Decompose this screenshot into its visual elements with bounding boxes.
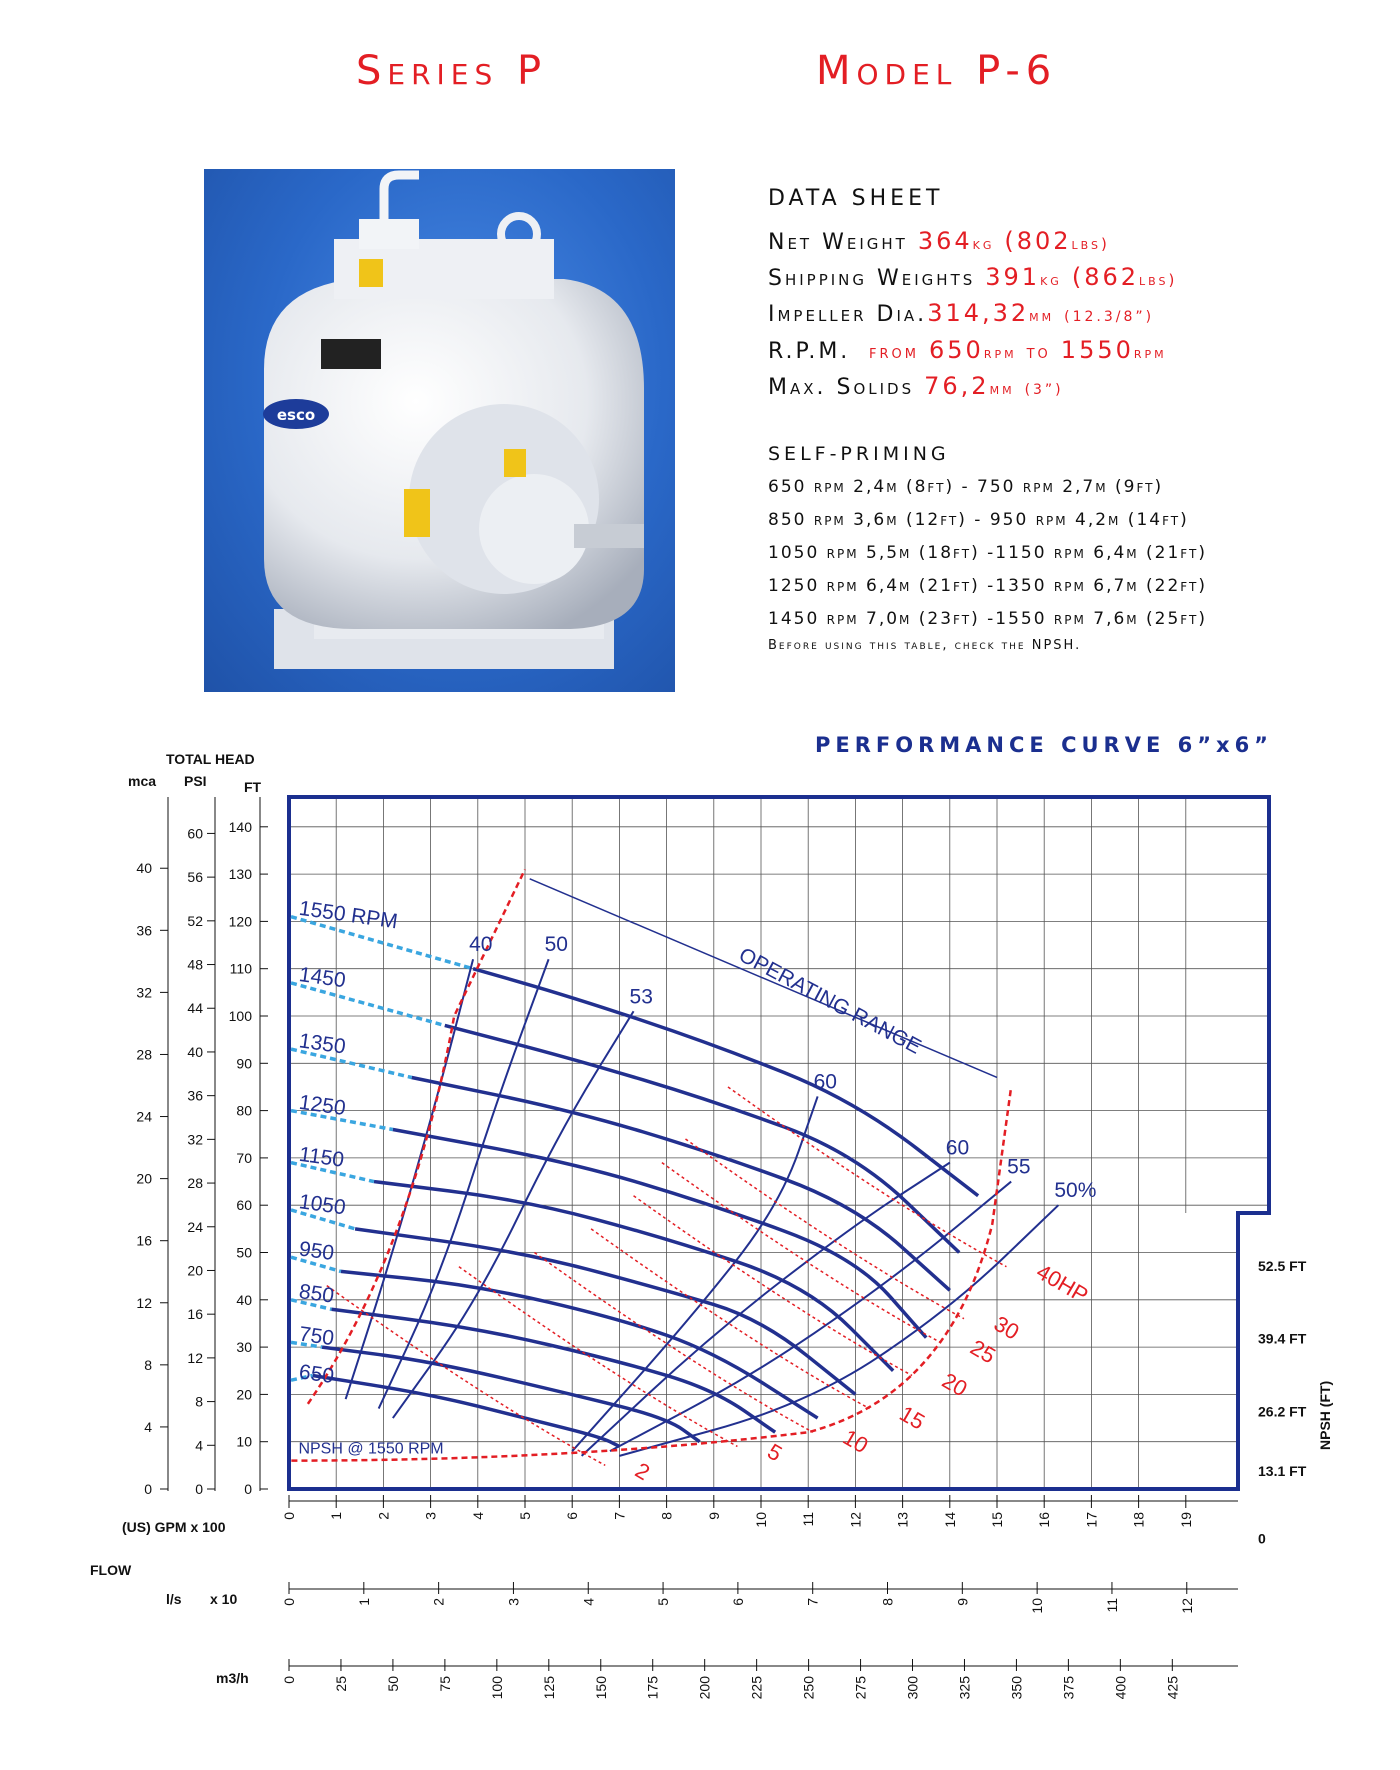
ft-tick-label: 140 xyxy=(228,818,252,835)
ls-tick-label: 9 xyxy=(954,1598,971,1606)
hp-label: 30 xyxy=(989,1310,1024,1345)
hp-line xyxy=(685,1139,963,1319)
ls-tick-label: 0 xyxy=(281,1598,297,1606)
rpm-label: R.P.M. xyxy=(768,339,851,364)
hp-label: 20 xyxy=(937,1367,972,1402)
m3h-axis-title: m3/h xyxy=(216,1670,249,1686)
ls-axis-title: l/s xyxy=(166,1591,182,1607)
efficiency-label: 53 xyxy=(629,985,653,1009)
mca-tick-label: 40 xyxy=(136,860,152,877)
ft-tick-label: 40 xyxy=(236,1291,252,1308)
flow-axis-title: FLOW xyxy=(90,1562,132,1578)
m3h-tick-label: 200 xyxy=(696,1676,713,1700)
gpm-tick-label: 18 xyxy=(1130,1512,1147,1528)
mca-tick-label: 24 xyxy=(136,1108,152,1125)
ft-tick-label: 100 xyxy=(228,1008,252,1024)
gpm-tick-label: 13 xyxy=(894,1512,911,1528)
psi-axis-title: PSI xyxy=(184,773,207,789)
efficiency-label: 60 xyxy=(813,1070,837,1094)
series-title: Series P xyxy=(356,48,548,94)
m3h-tick-label: 150 xyxy=(592,1676,609,1700)
ls-tick-label: 8 xyxy=(879,1598,896,1606)
rpm-to: to xyxy=(1026,342,1051,363)
ls-tick-label: 5 xyxy=(655,1598,672,1606)
hp-label: 15 xyxy=(895,1400,930,1435)
rpm-low-unit: rpm xyxy=(983,344,1017,362)
self-priming-note: Before using this table, check the NPSH. xyxy=(768,638,1082,653)
ls-multiplier: x 10 xyxy=(210,1591,238,1607)
gpm-tick-label: 9 xyxy=(705,1512,722,1520)
ft-tick-label: 30 xyxy=(236,1339,252,1356)
rpm-label: 1350 xyxy=(297,1029,348,1059)
solids-inch: (3”) xyxy=(1024,382,1064,398)
ls-tick-label: 10 xyxy=(1029,1598,1046,1614)
gpm-tick-label: 8 xyxy=(658,1512,675,1520)
shipping-weight-kg: 391 xyxy=(985,263,1041,291)
chart-series xyxy=(291,869,1058,1465)
gpm-tick-label: 19 xyxy=(1177,1512,1194,1528)
self-priming-row: 650 rpm 2,4m (8ft) - 750 rpm 2,7m (9ft) xyxy=(768,477,1164,497)
net-weight-lbs-unit: lbs) xyxy=(1071,235,1110,253)
esco-logo: esco xyxy=(276,406,316,424)
npsh-tick-label: 26.2 FT xyxy=(1258,1403,1307,1420)
hp-label: 40HP xyxy=(1032,1258,1093,1309)
m3h-tick-label: 100 xyxy=(488,1676,505,1700)
shipping-weight-label: Shipping Weights xyxy=(768,266,976,291)
data-sheet xyxy=(768,186,1368,653)
net-weight-kg-unit: kg xyxy=(972,235,995,253)
rpm-label: 1050 xyxy=(297,1190,348,1220)
impeller-inch: (12.3/8”) xyxy=(1064,309,1155,325)
ls-tick-label: 4 xyxy=(580,1598,597,1606)
rpm-curve-extension xyxy=(291,983,445,1026)
chart-grid xyxy=(289,797,1269,1489)
psi-tick-label: 60 xyxy=(187,825,203,842)
npsh-tick-label: 52.5 FT xyxy=(1258,1258,1307,1274)
psi-tick-label: 8 xyxy=(195,1393,203,1410)
rpm-low: 650 xyxy=(929,336,984,364)
gpm-tick-label: 11 xyxy=(800,1512,817,1527)
ft-axis-title: FT xyxy=(244,779,262,795)
gpm-tick-label: 15 xyxy=(989,1512,1005,1528)
ft-tick-label: 90 xyxy=(236,1055,252,1072)
self-priming-row: 850 rpm 3,6m (12ft) - 950 rpm 4,2m (14ft) xyxy=(768,510,1189,530)
rpm-label: 1250 xyxy=(297,1090,348,1121)
operating-range-label: OPERATING RANGE xyxy=(735,943,925,1059)
ft-tick-label: 80 xyxy=(236,1102,252,1119)
m3h-tick-label: 0 xyxy=(281,1676,297,1684)
mca-tick-label: 0 xyxy=(144,1481,152,1497)
m3h-tick-label: 375 xyxy=(1060,1676,1077,1700)
net-weight-kg: 364 xyxy=(917,227,973,255)
m3h-tick-label: 50 xyxy=(384,1676,401,1692)
efficiency-label: 55 xyxy=(1007,1155,1031,1179)
total-head-title: TOTAL HEAD xyxy=(166,751,255,767)
mca-tick-label: 4 xyxy=(144,1418,152,1435)
psi-tick-label: 40 xyxy=(187,1043,203,1060)
ls-tick-label: 2 xyxy=(430,1598,447,1606)
rpm-high-unit: rpm xyxy=(1133,344,1167,362)
chart-frame xyxy=(289,797,1269,1489)
rpm-curve xyxy=(313,1375,620,1446)
performance-chart xyxy=(0,730,1400,1770)
psi-tick-label: 0 xyxy=(195,1481,203,1497)
ft-tick-label: 110 xyxy=(229,960,252,977)
efficiency-label: 50% xyxy=(1054,1179,1097,1203)
chart-labels xyxy=(298,897,1097,1485)
self-priming-row: 1450 rpm 7,0m (23ft) -1550 rpm 7,6m (25ft) xyxy=(768,609,1207,629)
psi-tick-label: 56 xyxy=(187,869,203,886)
rpm-from: from xyxy=(869,342,920,363)
hp-label: 25 xyxy=(966,1334,1000,1369)
m3h-tick-label: 175 xyxy=(644,1676,661,1700)
efficiency-label: 60 xyxy=(945,1136,970,1160)
mca-tick-label: 36 xyxy=(136,922,152,939)
mca-tick-label: 8 xyxy=(144,1356,152,1373)
rpm-label: 1150 xyxy=(297,1142,346,1172)
gpm-tick-label: 3 xyxy=(422,1512,439,1520)
ft-tick-label: 130 xyxy=(228,866,252,883)
rpm-label: 750 xyxy=(297,1322,336,1351)
net-weight xyxy=(768,225,1368,261)
ft-tick-label: 70 xyxy=(236,1149,252,1166)
npsh-tick-label: 39.4 FT xyxy=(1258,1330,1307,1347)
mca-tick-label: 16 xyxy=(136,1232,152,1249)
rpm-curve xyxy=(374,1182,893,1371)
ls-tick-label: 12 xyxy=(1178,1598,1195,1614)
impeller-mm-unit: mm xyxy=(1029,307,1055,325)
rpm-label: 850 xyxy=(297,1279,336,1308)
gpm-tick-label: 2 xyxy=(375,1512,392,1520)
npsh-axis-title: NPSH (FT) xyxy=(1317,1380,1333,1450)
gpm-tick-label: 10 xyxy=(753,1512,769,1528)
self-priming-row: 1250 rpm 6,4m (21ft) -1350 rpm 6,7m (22ft) xyxy=(768,576,1207,596)
psi-tick-label: 12 xyxy=(187,1349,203,1366)
solids-mm: 76,2 xyxy=(924,372,990,400)
hp-label: 5 xyxy=(763,1438,787,1467)
rpm-range xyxy=(768,334,1368,370)
impeller-diameter xyxy=(768,297,1368,334)
mca-tick-label: 32 xyxy=(136,984,152,1001)
gpm-tick-label: 4 xyxy=(469,1512,486,1520)
ls-tick-label: 11 xyxy=(1103,1598,1120,1613)
impeller-label: Impeller Dia. xyxy=(768,302,928,327)
m3h-tick-label: 400 xyxy=(1112,1676,1129,1700)
psi-tick-label: 32 xyxy=(187,1131,203,1148)
ls-tick-label: 3 xyxy=(505,1598,522,1606)
ft-tick-label: 10 xyxy=(236,1433,252,1450)
solids-mm-unit: mm xyxy=(989,380,1015,398)
mca-axis-title: mca xyxy=(128,773,157,789)
psi-tick-label: 20 xyxy=(187,1262,203,1279)
psi-tick-label: 16 xyxy=(187,1306,203,1323)
shipping-weight-kg-unit: kg xyxy=(1040,271,1062,289)
m3h-tick-label: 250 xyxy=(800,1676,817,1700)
model-title: Model P-6 xyxy=(816,48,1058,94)
mca-tick-label: 12 xyxy=(136,1294,152,1311)
mca-tick-label: 28 xyxy=(136,1046,152,1063)
self-priming-title: SELF-PRIMING xyxy=(768,443,950,465)
gpm-tick-label: 16 xyxy=(1036,1512,1053,1528)
shipping-weight xyxy=(768,261,1368,297)
impeller-mm: 314,32 xyxy=(927,299,1030,327)
mca-tick-label: 20 xyxy=(136,1170,152,1187)
psi-tick-label: 36 xyxy=(187,1087,203,1104)
m3h-tick-label: 425 xyxy=(1164,1676,1181,1700)
rpm-label: 1550 RPM xyxy=(297,896,400,934)
ft-tick-label: 120 xyxy=(228,913,252,930)
gpm-tick-label: 6 xyxy=(564,1512,581,1520)
gpm-tick-label: 7 xyxy=(611,1512,628,1520)
rpm-curve xyxy=(355,1229,855,1395)
m3h-tick-label: 75 xyxy=(436,1676,453,1692)
data-sheet-title: DATA SHEET xyxy=(768,186,944,211)
shipping-weight-lbs: (862 xyxy=(1071,263,1139,291)
hp-line xyxy=(534,1253,812,1433)
pump-illustration xyxy=(204,169,675,692)
psi-tick-label: 28 xyxy=(187,1175,203,1192)
gpm-tick-label: 12 xyxy=(847,1512,864,1528)
gpm-tick-label: 5 xyxy=(517,1512,533,1520)
gpm-axis-title: (US) GPM x 100 xyxy=(122,1519,226,1535)
m3h-tick-label: 300 xyxy=(904,1676,921,1700)
gpm-tick-label: 14 xyxy=(941,1512,958,1528)
m3h-tick-label: 25 xyxy=(332,1676,349,1692)
net-weight-label: Net Weight xyxy=(768,230,908,255)
gpm-tick-label: 17 xyxy=(1083,1512,1100,1528)
npsh-tick-label: 13.1 FT xyxy=(1258,1462,1307,1479)
ft-tick-label: 0 xyxy=(244,1481,252,1497)
rpm-curve xyxy=(445,1025,959,1252)
self-priming-row: 1050 rpm 5,5m (18ft) -1150 rpm 6,4m (21ft) xyxy=(768,543,1207,563)
net-weight-lbs: (802 xyxy=(1004,227,1072,255)
m3h-tick-label: 225 xyxy=(748,1676,765,1700)
gpm-tick-label: 0 xyxy=(281,1512,297,1520)
ls-tick-label: 7 xyxy=(804,1598,821,1606)
m3h-tick-label: 275 xyxy=(852,1676,869,1700)
psi-tick-label: 48 xyxy=(187,956,203,973)
shipping-weight-lbs-unit: lbs) xyxy=(1139,271,1178,289)
m3h-tick-label: 325 xyxy=(956,1676,973,1700)
solids-label: Max. Solids xyxy=(768,375,915,400)
ft-tick-label: 60 xyxy=(236,1197,252,1214)
ls-tick-label: 6 xyxy=(729,1598,746,1606)
npsh-tick-label: 0 xyxy=(1258,1530,1266,1547)
npsh-curve-label: NPSH @ 1550 RPM xyxy=(298,1440,444,1458)
psi-tick-label: 4 xyxy=(195,1437,203,1454)
pump-photo xyxy=(204,169,675,692)
gpm-tick-label: 1 xyxy=(328,1512,345,1520)
efficiency-label: 40 xyxy=(469,933,493,957)
ft-tick-label: 50 xyxy=(236,1244,252,1261)
hp-label: 2 xyxy=(631,1457,655,1486)
rpm-label: 650 xyxy=(297,1360,336,1389)
m3h-tick-label: 125 xyxy=(540,1676,557,1700)
rpm-label: 1450 xyxy=(297,963,348,993)
psi-tick-label: 24 xyxy=(187,1218,203,1235)
m3h-tick-label: 350 xyxy=(1008,1676,1025,1700)
hp-label: 10 xyxy=(838,1424,873,1459)
operating-range-right xyxy=(291,1087,1011,1461)
rpm-label: 950 xyxy=(297,1237,336,1266)
psi-tick-label: 52 xyxy=(187,912,203,929)
efficiency-label: 50 xyxy=(544,933,568,957)
performance-title: PERFORMANCE CURVE 6”x6” xyxy=(815,733,1273,757)
ft-tick-label: 20 xyxy=(236,1386,252,1403)
max-solids xyxy=(768,370,1368,407)
ls-tick-label: 1 xyxy=(355,1598,372,1606)
psi-tick-label: 44 xyxy=(187,1000,203,1017)
rpm-high: 1550 xyxy=(1060,336,1134,364)
